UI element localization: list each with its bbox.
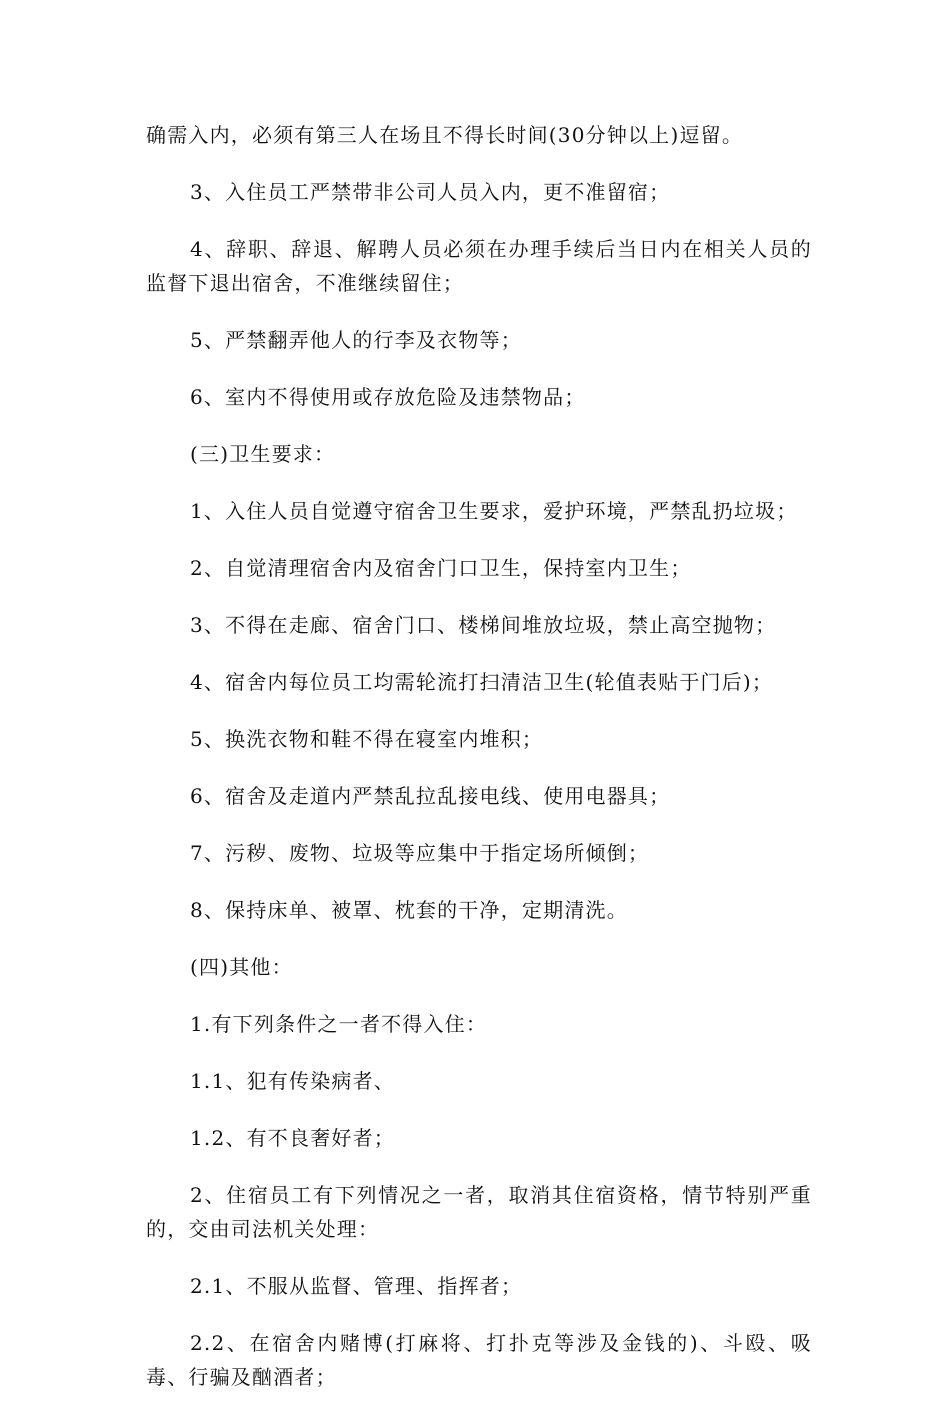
paragraph-other-2-1: 2.1、不服从监督、管理、指挥者； — [190, 1274, 523, 1298]
paragraph-other-1-1: 1.1、犯有传染病者、 — [190, 1069, 396, 1093]
paragraph-other-1: 1.有下列条件之一者不得入住： — [190, 1012, 488, 1036]
paragraph-hygiene-4: 4、宿舍内每位员工均需轮流打扫清洁卫生(轮值表贴于门后)； — [190, 670, 774, 694]
section-heading-hygiene: (三)卫生要求： — [190, 442, 336, 466]
paragraph-rule-3: 3、入住员工严禁带非公司人员入内，更不准留宿； — [190, 180, 671, 204]
paragraph-hygiene-8: 8、保持床单、被罩、枕套的干净，定期清洗。 — [190, 898, 628, 922]
paragraph-other-2: 2、住宿员工有下列情况之一者，取消其住宿资格，情节特别严重的，交由司法机关处理： — [146, 1183, 812, 1241]
paragraph-other-2-2: 2.2、在宿舍内赌博(打麻将、打扑克等涉及金钱的)、斗殴、吸毒、行骗及酗酒者； — [146, 1331, 812, 1389]
paragraph-hygiene-6: 6、宿舍及走道内严禁乱拉乱接电线、使用电器具； — [190, 784, 671, 808]
section-heading-other: (四)其他： — [190, 955, 293, 979]
paragraph-hygiene-1: 1、入住人员自觉遵守宿舍卫生要求，爱护环境，严禁乱扔垃圾； — [190, 499, 798, 523]
paragraph-hygiene-2: 2、自觉清理宿舍内及宿舍门口卫生，保持室内卫生； — [190, 556, 692, 580]
paragraph-hygiene-5: 5、换洗衣物和鞋不得在寝室内堆积； — [190, 727, 544, 751]
paragraph-rule-5: 5、严禁翻弄他人的行李及衣物等； — [190, 328, 522, 352]
paragraph-continuation: 确需入内，必须有第三人在场且不得长时间(30分钟以上)逗留。 — [146, 123, 744, 147]
paragraph-hygiene-7: 7、污秽、废物、垃圾等应集中于指定场所倾倒； — [190, 841, 650, 865]
document-body — [146, 118, 812, 1417]
paragraph-rule-4: 4、辞职、辞退、解聘人员必须在办理手续后当日内在相关人员的监督下退出宿舍，不准继续留住； — [146, 237, 812, 295]
paragraph-hygiene-3: 3、不得在走廊、宿舍门口、楼梯间堆放垃圾，禁止高空抛物； — [190, 613, 777, 637]
paragraph-rule-6: 6、室内不得使用或存放危险及违禁物品； — [190, 385, 586, 409]
paragraph-other-1-2: 1.2、有不良奢好者； — [190, 1126, 396, 1150]
